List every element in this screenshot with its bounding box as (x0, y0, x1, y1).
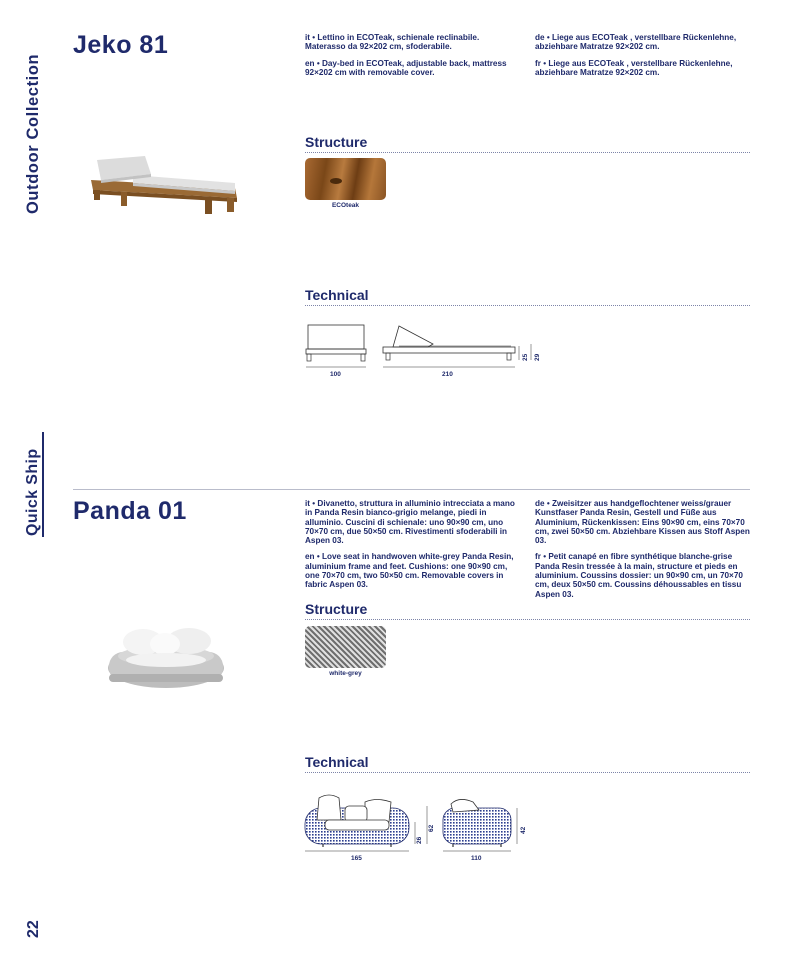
technical-drawing-daybed (303, 318, 543, 388)
quick-ship-label: Quick Ship (24, 448, 41, 536)
swatch-label: ECOteak (331, 202, 360, 209)
section-title: Outdoor Collection (24, 53, 42, 214)
product-description-left (305, 499, 520, 597)
desc-it: it • Lettino in ECOTeak, schienale reclinabile. Materasso da 92×202 cm, sfoderabile. (305, 33, 480, 52)
dim-depth: 110 (471, 855, 482, 862)
technical-divider (305, 772, 750, 773)
product-title: Jeko 81 (73, 31, 169, 59)
technical-heading: Technical (305, 754, 369, 770)
desc-de: de • Zweisitzer aus handgeflochtener weiss/grauer Kunstfaser Panda Resin, Gestell und Füße aus Aluminium, Rückenkissen: Eins 90×90 cm, eins 70×70 cm, zwei 50×50 cm. Abziehbare Kissen aus Stoff Aspen 03. (535, 499, 750, 546)
dim-length: 210 (442, 371, 453, 378)
product-separator (73, 489, 750, 490)
dim-side-height: 42 (520, 826, 527, 834)
structure-divider (305, 152, 750, 153)
structure-heading: Structure (305, 601, 368, 617)
technical-divider (305, 305, 750, 306)
dim-width: 165 (351, 855, 362, 862)
desc-de: de • Liege aus ECOTeak , verstellbare Rückenlehne, abziehbare Matratze 92×202 cm. (535, 33, 737, 52)
page-number: 22 (25, 920, 42, 938)
structure-heading: Structure (305, 134, 368, 150)
dim-seat-height: 26 (416, 836, 423, 844)
dim-front-height: 62 (428, 824, 435, 832)
material-swatch-ecoteak[interactable] (305, 158, 386, 200)
material-swatch-white-grey[interactable] (305, 626, 386, 668)
product-image-loveseat (103, 622, 229, 697)
dim-seat-height: 25 (522, 353, 529, 361)
desc-fr: fr • Petit canapé en fibre synthétique blanche-grise Panda Resin tressée à la main, structure et pieds en aluminium. Coussins dossier: un 90×90 cm, un 70×70 cm, deux 50×50 cm. Coussins déhoussables en tissu Aspen 03. (535, 552, 743, 599)
product-description-right (535, 499, 753, 606)
technical-drawing-loveseat (303, 792, 543, 869)
swatch-knot-icon (330, 178, 342, 184)
product-description-left (305, 33, 520, 84)
quick-ship-rule (42, 432, 44, 537)
desc-fr: fr • Liege aus ECOTeak , verstellbare Rückenlehne, abziehbare Matratze 92×202 cm. (535, 58, 733, 77)
desc-en: en • Love seat in handwoven white-grey Panda Resin, aluminium frame and feet. Cushions: one 90×90 cm, one 70×70 cm, two 50×50 cm. Removable covers in fabric Aspen 03. (305, 552, 514, 590)
dim-total-height: 29 (534, 353, 541, 361)
technical-heading: Technical (305, 287, 369, 303)
dim-width: 100 (330, 371, 341, 378)
desc-en: en • Day-bed in ECOTeak, adjustable back, mattress 92×202 cm with removable cover. (305, 58, 507, 77)
desc-it: it • Divanetto, struttura in alluminio intrecciata a mano in Panda Resin bianco-grigio melange, piedi in alluminio. Cuscini di schienale: uno 90×90 cm, uno 70×70 cm, due 50×50 cm. Rivestimenti sfoderabili in Aspen 03. (305, 499, 515, 546)
product-description-right (535, 33, 753, 84)
swatch-label: white-grey (329, 670, 362, 677)
product-title: Panda 01 (73, 497, 187, 525)
product-image-daybed (85, 150, 245, 227)
structure-divider (305, 619, 750, 620)
